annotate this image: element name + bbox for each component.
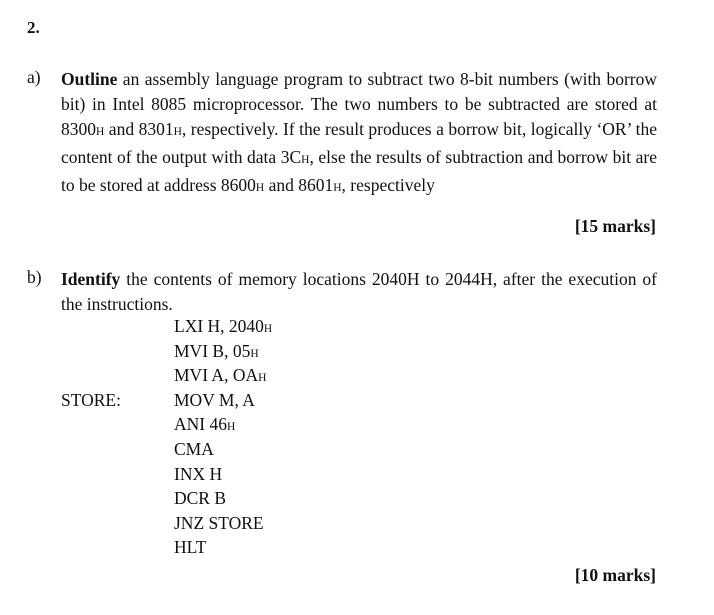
part-a-sub-5: H — [333, 182, 342, 194]
part-a-sub-1: H — [96, 126, 105, 138]
code-line — [174, 513, 264, 534]
code-instruction: MOV M, A — [174, 390, 255, 410]
part-b-text — [61, 267, 657, 314]
code-line — [174, 414, 235, 435]
code-line — [174, 488, 226, 509]
code-instruction: ANI 46 — [174, 414, 227, 434]
part-a-text — [61, 67, 657, 201]
part-a-text-1: an assembly language program to subtract two 8-bit numbers (with borrow bit) in Intel 8085 microprocessor. The two numbers to be subtracted are stored at 8300 — [61, 69, 657, 139]
part-a-label: a) — [27, 67, 41, 87]
code-instruction: JNZ STORE — [174, 513, 264, 533]
code-line — [174, 316, 272, 337]
code-subscript: H — [258, 372, 267, 384]
part-b-text-body: the contents of memory locations 2040H to 2044H, after the execution of the instructions. — [61, 269, 657, 314]
code-instruction: MVI A, OA — [174, 365, 259, 385]
code-instruction: DCR B — [174, 488, 227, 508]
code-subscript: H — [250, 348, 259, 360]
part-a-text-4: , else the results of subtraction and borrow bit are to be stored at address 8600 — [61, 147, 657, 195]
part-a-text-3: , respectively. If the result produces a borrow bit, logically ‘OR’ the content of the output with data 3C — [61, 119, 657, 167]
code-instruction: MVI B, 05 — [174, 341, 251, 361]
code-line — [174, 390, 255, 411]
code-instruction: CMA — [174, 439, 214, 459]
code-line — [174, 341, 259, 362]
code-line — [174, 537, 206, 558]
code-instruction: HLT — [174, 537, 207, 557]
part-a-marks: [15 marks] — [574, 216, 656, 236]
code-instruction: LXI H, 2040 — [174, 316, 264, 336]
part-a-text-6: , respectively — [341, 175, 435, 195]
part-b-marks: [10 marks] — [574, 565, 656, 585]
code-line — [174, 464, 222, 485]
code-subscript: H — [226, 421, 236, 433]
code-label: STORE: — [61, 390, 121, 410]
code-instruction: INX H — [174, 464, 223, 484]
question-number: 2. — [27, 18, 40, 37]
part-a-sub-2: H — [173, 126, 182, 138]
part-a-keyword: Outline — [61, 69, 118, 89]
code-subscript: H — [263, 323, 273, 335]
part-a-text-2: and 8301 — [104, 119, 174, 139]
part-b-keyword: Identify — [61, 269, 121, 289]
part-a-text-5: and 8601 — [264, 175, 334, 195]
part-a-sub-3: H — [301, 154, 310, 166]
part-a-sub-4: H — [255, 182, 265, 194]
code-line — [174, 439, 214, 460]
part-b-label: b) — [27, 267, 42, 287]
code-line — [174, 365, 266, 386]
